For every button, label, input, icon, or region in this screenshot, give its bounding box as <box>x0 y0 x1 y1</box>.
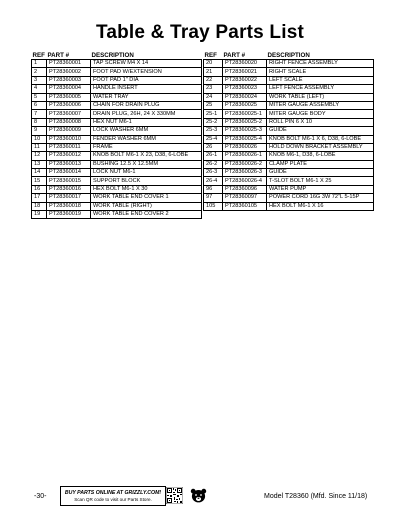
description-cell: POWER CORD 16G 3W 72"L 5-15P <box>267 194 374 202</box>
ref-cell: 5 <box>32 93 47 101</box>
ref-cell: 17 <box>32 194 47 202</box>
part-number-cell: PT28360026-4 <box>223 177 267 185</box>
part-number-cell: PT28360008 <box>47 118 91 126</box>
part-number-cell: PT28360017 <box>47 194 91 202</box>
part-number-cell: PT28360015 <box>47 177 91 185</box>
table-row <box>32 118 202 126</box>
table-row <box>204 135 374 143</box>
table-row <box>32 152 202 160</box>
ref-cell: 16 <box>32 185 47 193</box>
part-number-header: PART # <box>47 52 70 59</box>
parts-store-callout <box>60 486 166 506</box>
description-cell: CHAIN FOR DRAIN PLUG <box>91 101 202 109</box>
table-row <box>204 169 374 177</box>
part-number-cell: PT28360022 <box>223 76 267 84</box>
part-number-cell: PT28360013 <box>47 160 91 168</box>
table-row <box>204 127 374 135</box>
ref-cell: 25-2 <box>204 118 223 126</box>
table-row <box>204 85 374 93</box>
description-cell: WATER TRAY <box>91 93 202 101</box>
table-row <box>204 202 374 210</box>
parts-table-right <box>203 52 374 211</box>
ref-cell: 21 <box>204 68 223 76</box>
description-cell: LEFT SCALE <box>267 76 374 84</box>
table-row <box>32 143 202 151</box>
description-cell: KNOB BOLT M6-1 X 23, D38, 6-LOBE <box>91 152 202 160</box>
part-number-cell: PT28360024 <box>223 93 267 101</box>
table-row <box>204 68 374 76</box>
part-number-cell: PT28360026-3 <box>223 169 267 177</box>
part-number-cell: PT28360009 <box>47 127 91 135</box>
ref-cell: 12 <box>32 152 47 160</box>
table-row <box>204 76 374 84</box>
model-label: Model T28360 (Mfd. Since 11/18) <box>264 493 368 500</box>
table-row <box>204 143 374 151</box>
ref-cell: 96 <box>204 185 223 193</box>
description-cell: KNOB M6-1, D38, 6-LOBE <box>267 152 374 160</box>
description-cell: LEFT FENCE ASSEMBLY <box>267 85 374 93</box>
table-row <box>204 152 374 160</box>
part-number-cell: PT28360019 <box>47 211 91 219</box>
description-cell: GUIDE <box>267 169 374 177</box>
ref-cell: 4 <box>32 85 47 93</box>
table-row <box>32 211 202 219</box>
part-number-cell: PT28360025-3 <box>223 127 267 135</box>
description-cell: FENDER WASHER 6MM <box>91 135 202 143</box>
table-row <box>32 85 202 93</box>
table-row <box>32 110 202 118</box>
description-cell: WORK TABLE (RIGHT) <box>91 202 202 210</box>
qr-code-icon[interactable] <box>166 487 183 504</box>
ref-cell: 1 <box>32 60 47 68</box>
description-cell: RIGHT FENCE ASSEMBLY <box>267 60 374 68</box>
ref-cell: 8 <box>32 118 47 126</box>
ref-cell: 97 <box>204 194 223 202</box>
buy-parts-text: BUY PARTS ONLINE AT GRIZZLY.COM! <box>64 490 162 496</box>
part-number-cell: PT28360014 <box>47 169 91 177</box>
ref-cell: 26 <box>204 143 223 151</box>
part-number-cell: PT28360001 <box>47 60 91 68</box>
ref-cell: 15 <box>32 177 47 185</box>
table-row <box>32 202 202 210</box>
part-number-cell: PT28360025-1 <box>223 110 267 118</box>
description-cell: GUIDE <box>267 127 374 135</box>
ref-cell: 22 <box>204 76 223 84</box>
part-number-cell: PT28360105 <box>223 202 267 210</box>
part-number-cell: PT28360016 <box>47 185 91 193</box>
description-cell: HEX BOLT M6-1 X 16 <box>267 202 374 210</box>
description-cell: SUPPORT BLOCK <box>91 177 202 185</box>
description-header: DESCRIPTION <box>91 52 134 59</box>
description-cell: WORK TABLE END COVER 2 <box>91 211 202 219</box>
description-cell: LOCK WASHER 6MM <box>91 127 202 135</box>
description-cell: FOOT PAD W/EXTENSION <box>91 68 202 76</box>
ref-header: REF <box>32 52 45 59</box>
description-cell: BUSHING 12.5 X 12.5MM <box>91 160 202 168</box>
part-number-cell: PT28360026-1 <box>223 152 267 160</box>
part-number-header: PART # <box>223 52 246 59</box>
ref-cell: 11 <box>32 143 47 151</box>
part-number-cell: PT28360007 <box>47 110 91 118</box>
ref-cell: 18 <box>32 202 47 210</box>
ref-cell: 25-3 <box>204 127 223 135</box>
table-row <box>32 177 202 185</box>
description-cell: HANDLE INSERT <box>91 85 202 93</box>
table-row <box>204 160 374 168</box>
description-cell: HEX NUT M6-1 <box>91 118 202 126</box>
table-row <box>32 169 202 177</box>
part-number-cell: PT28360025-4 <box>223 135 267 143</box>
description-cell: MITER GAUGE ASSEMBLY <box>267 101 374 109</box>
ref-cell: 19 <box>32 211 47 219</box>
description-cell: DRAIN PLUG, 26H, 24 X 330MM <box>91 110 202 118</box>
table-row <box>204 110 374 118</box>
part-number-cell: PT28360096 <box>223 185 267 193</box>
ref-cell: 26-4 <box>204 177 223 185</box>
part-number-cell: PT28360010 <box>47 135 91 143</box>
ref-cell: 26-2 <box>204 160 223 168</box>
table-row <box>32 93 202 101</box>
description-cell: T-SLOT BOLT M6-1 X 25 <box>267 177 374 185</box>
table-row <box>204 185 374 193</box>
ref-cell: 10 <box>32 135 47 143</box>
table-row <box>204 118 374 126</box>
description-cell: WATER PUMP <box>267 185 374 193</box>
table-row <box>204 101 374 109</box>
scan-qr-text: Scan QR code to visit our Parts Store. <box>74 497 152 502</box>
ref-cell: 13 <box>32 160 47 168</box>
description-cell: CLAMP PLATE <box>267 160 374 168</box>
description-cell: HOLD DOWN BRACKET ASSEMBLY <box>267 143 374 151</box>
description-cell: KNOB BOLT M6-1 X 6, D38, 6-LOBE <box>267 135 374 143</box>
description-cell: LOCK NUT M6-1 <box>91 169 202 177</box>
ref-cell: 9 <box>32 127 47 135</box>
part-number-cell: PT28360018 <box>47 202 91 210</box>
ref-cell: 6 <box>32 101 47 109</box>
page-number: -30- <box>34 493 47 500</box>
ref-cell: 3 <box>32 76 47 84</box>
part-number-cell: PT28360023 <box>223 85 267 93</box>
part-number-cell: PT28360020 <box>223 60 267 68</box>
grizzly-bear-logo-icon <box>190 488 207 503</box>
ref-cell: 24 <box>204 93 223 101</box>
description-cell: HEX BOLT M6-1 X 30 <box>91 185 202 193</box>
table-row <box>32 60 202 68</box>
part-number-cell: PT28360025 <box>223 101 267 109</box>
ref-cell: 23 <box>204 85 223 93</box>
description-cell: ROLL PIN 6 X 10 <box>267 118 374 126</box>
ref-cell: 26-3 <box>204 169 223 177</box>
description-cell: MITER GAUGE BODY <box>267 110 374 118</box>
part-number-cell: PT28360005 <box>47 93 91 101</box>
table-row <box>204 60 374 68</box>
table-row <box>32 127 202 135</box>
table-row <box>32 101 202 109</box>
table-row <box>32 68 202 76</box>
part-number-cell: PT28360004 <box>47 85 91 93</box>
description-cell: TAP SCREW M4 X 14 <box>91 60 202 68</box>
part-number-cell: PT28360026-2 <box>223 160 267 168</box>
part-number-cell: PT28360026 <box>223 143 267 151</box>
description-cell: FRAME <box>91 143 202 151</box>
table-row <box>204 93 374 101</box>
ref-cell: 26-1 <box>204 152 223 160</box>
ref-cell: 20 <box>204 60 223 68</box>
ref-cell: 14 <box>32 169 47 177</box>
table-row <box>32 194 202 202</box>
part-number-cell: PT28360003 <box>47 76 91 84</box>
table-row <box>32 76 202 84</box>
part-number-cell: PT28360012 <box>47 152 91 160</box>
description-cell: FOOT PAD 1" DIA <box>91 76 202 84</box>
part-number-cell: PT28360006 <box>47 101 91 109</box>
part-number-cell: PT28360025-2 <box>223 118 267 126</box>
description-header: DESCRIPTION <box>267 52 310 59</box>
ref-cell: 25 <box>204 101 223 109</box>
description-cell: WORK TABLE (LEFT) <box>267 93 374 101</box>
page-title: Table & Tray Parts List <box>95 22 305 43</box>
table-row <box>204 177 374 185</box>
ref-cell: 7 <box>32 110 47 118</box>
table-row <box>32 160 202 168</box>
table-row <box>32 135 202 143</box>
part-number-cell: PT28360011 <box>47 143 91 151</box>
table-row <box>204 194 374 202</box>
ref-cell: 2 <box>32 68 47 76</box>
description-cell: WORK TABLE END COVER 1 <box>91 194 202 202</box>
part-number-cell: PT28360021 <box>223 68 267 76</box>
ref-cell: 105 <box>204 202 223 210</box>
parts-table-left <box>31 52 202 219</box>
ref-cell: 25-1 <box>204 110 223 118</box>
table-header-row <box>204 52 374 60</box>
table-row <box>32 185 202 193</box>
ref-cell: 25-4 <box>204 135 223 143</box>
part-number-cell: PT28360097 <box>223 194 267 202</box>
description-cell: RIGHT SCALE <box>267 68 374 76</box>
table-header-row <box>32 52 202 60</box>
ref-header: REF <box>204 52 217 59</box>
part-number-cell: PT28360002 <box>47 68 91 76</box>
